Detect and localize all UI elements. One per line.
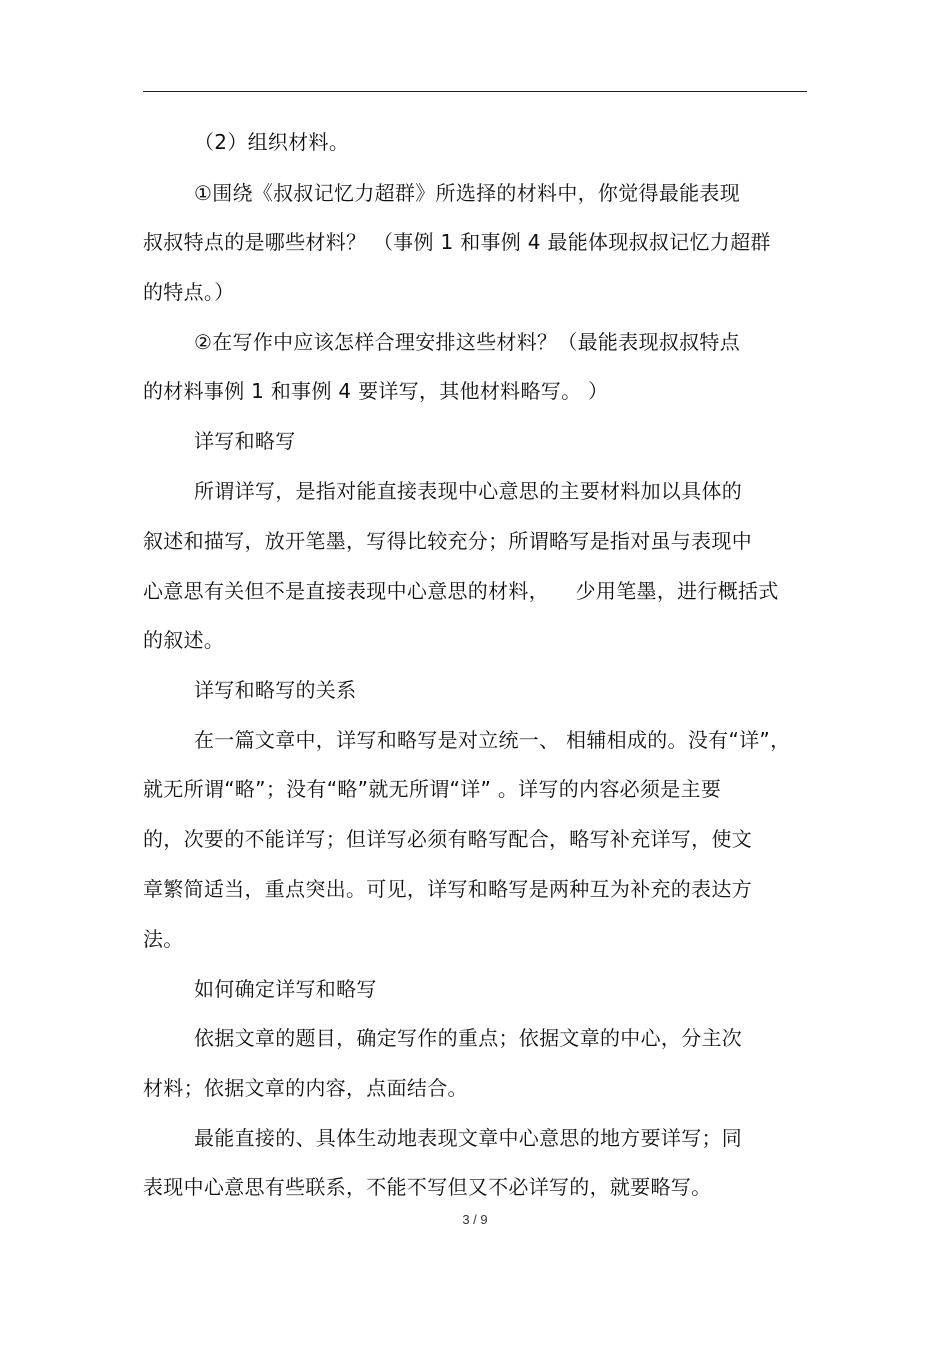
paragraph-line: 表现中心意思有些联系，不能不写但又不必详写的，就要略写。	[143, 1175, 712, 1199]
paragraph-line: 依据文章的题目，确定写作的重点；依据文章的中心，分主次	[194, 1026, 743, 1050]
paragraph-line: 在一篇文章中，详写和略写是对立统一、 相辅相成的。没有“详”，	[194, 728, 791, 752]
paragraph-line: 材料；依据文章的内容，点面结合。	[143, 1076, 468, 1100]
paragraph-line: 的特点。）	[143, 280, 235, 304]
subheading: 详写和略写	[194, 429, 296, 453]
header-rule	[143, 91, 807, 92]
section-heading: （2）组织材料。	[194, 130, 350, 154]
paragraph-line: 就无所谓“略”；没有“略”就无所谓“详” 。详写的内容必须是主要	[143, 777, 722, 801]
paragraph-line: 法。	[143, 927, 184, 951]
paragraph-line: ①围绕《叔叔记忆力超群》所选择的材料中，你觉得最能表现	[194, 181, 741, 205]
paragraph-line: ②在写作中应该怎样合理安排这些材料？（最能表现叔叔特点	[194, 330, 741, 354]
paragraph-line: 章繁简适当，重点突出。可见，详写和略写是两种互为补充的表达方	[143, 877, 752, 901]
paragraph-line: 叔叔特点的是哪些材料？ （事例 1 和事例 4 最能体现叔叔记忆力超群	[143, 230, 771, 254]
paragraph-line: 心意思有关但不是直接表现中心意思的材料， 少用笔墨，进行概括式	[143, 579, 779, 603]
page-number: 3 / 9	[462, 1212, 488, 1227]
paragraph-line: 最能直接的、具体生动地表现文章中心意思的地方要详写；同	[194, 1126, 743, 1150]
paragraph-line: 叙述和描写，放开笔墨，写得比较充分；所谓略写是指对虽与表现中	[143, 529, 752, 553]
paragraph-line: 所谓详写，是指对能直接表现中心意思的主要材料加以具体的	[194, 479, 743, 503]
paragraph-line: 的材料事例 1 和事例 4 要详写，其他材料略写。 ）	[143, 379, 609, 403]
subheading: 如何确定详写和略写	[194, 977, 377, 1001]
paragraph-line: 的叙述。	[143, 628, 225, 652]
subheading: 详写和略写的关系	[194, 678, 357, 702]
paragraph-line: 的，次要的不能详写；但详写必须有略写配合，略写补充详写，使文	[143, 827, 752, 851]
